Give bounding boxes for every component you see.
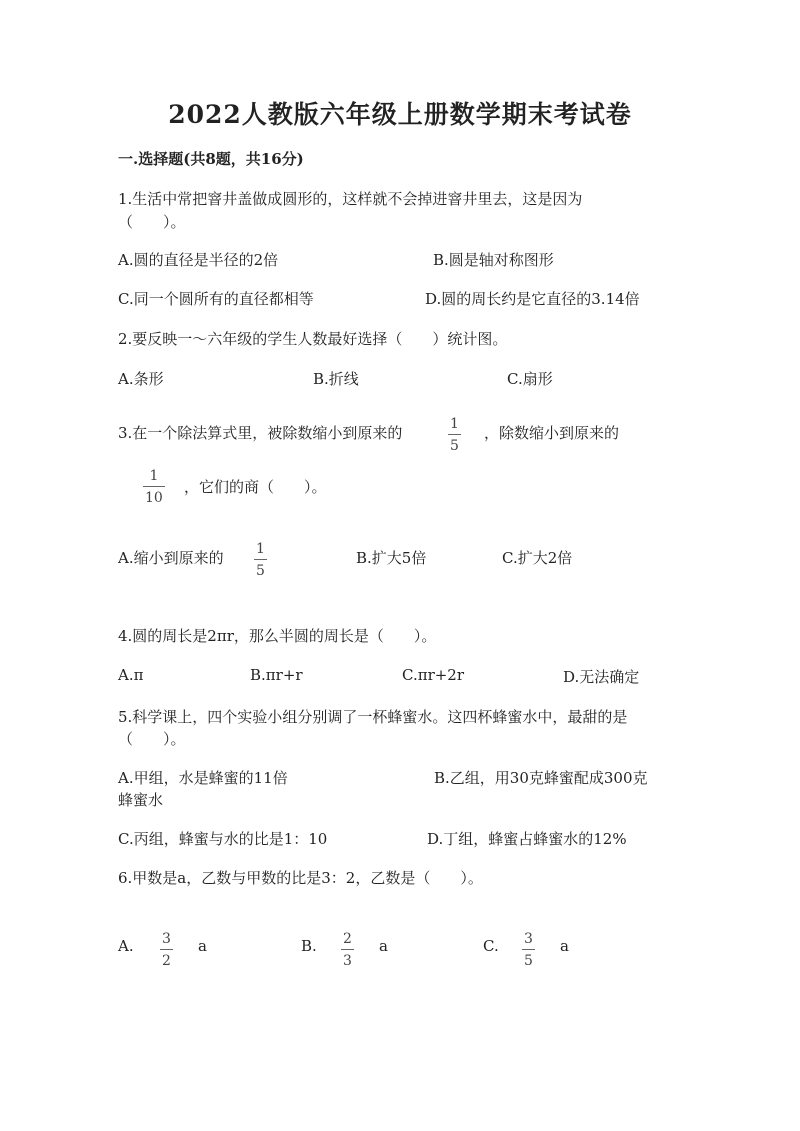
question-1-stem-cont: （ ）。 <box>118 213 186 231</box>
fraction-numerator: 1 <box>256 541 265 557</box>
question-6-option-b-label: B. <box>301 937 317 955</box>
question-5-stem: 5.科学课上，四个实验小组分别调了一杯蜂蜜水。这四杯蜂蜜水中，最甜的是 <box>118 708 628 726</box>
question-3-stem: 3.在一个除法算式里，被除数缩小到原来的 <box>118 424 403 442</box>
question-6-option-c-label: C. <box>483 937 499 955</box>
question-5-option-a: A.甲组，水是蜂蜜的11倍 <box>118 769 288 787</box>
question-3-stem-end: ，它们的商（ ）。 <box>184 478 327 496</box>
question-5-option-d: D.丁组，蜂蜜占蜂蜜水的12% <box>427 830 627 848</box>
section-heading: 一.选择题(共8题，共16分) <box>118 150 304 168</box>
fraction-denominator: 10 <box>145 490 163 506</box>
fraction-denominator: 5 <box>256 563 265 579</box>
fraction-one-fifth <box>448 416 461 454</box>
question-4-option-c: C.πr+2r <box>402 666 465 684</box>
question-2-option-b: B.折线 <box>313 370 359 388</box>
question-3-option-b: B.扩大5倍 <box>356 549 427 567</box>
question-5-option-b: B.乙组，用30克蜂蜜配成300克 <box>434 769 648 787</box>
question-5-option-c: C.丙组，蜂蜜与水的比是1：10 <box>118 830 328 848</box>
question-6-option-b-var: a <box>379 937 388 955</box>
question-4-stem: 4.圆的周长是2πr，那么半圆的周长是（ ）。 <box>118 627 437 645</box>
question-6-option-a-var: a <box>198 937 207 955</box>
question-3-option-a: A.缩小到原来的 <box>118 549 224 567</box>
fraction-denominator: 3 <box>343 953 352 969</box>
fraction-numerator: 1 <box>149 468 159 484</box>
question-6-option-a-label: A. <box>118 937 134 955</box>
question-1-option-d: D.圆的周长约是它直径的3.14倍 <box>425 290 640 308</box>
fraction-one-fifth <box>254 541 267 579</box>
fraction-three-halves <box>160 931 173 969</box>
fraction-numerator: 3 <box>524 931 533 947</box>
fraction-numerator: 1 <box>450 416 459 432</box>
question-1-option-c: C.同一个圆所有的直径都相等 <box>118 290 314 308</box>
question-6-stem: 6.甲数是a，乙数与甲数的比是3：2，乙数是（ ）。 <box>118 869 483 887</box>
question-1-stem: 1.生活中常把窨井盖做成圆形的，这样就不会掉进窨井里去，这是因为 <box>118 190 583 208</box>
fraction-denominator: 5 <box>524 953 533 969</box>
fraction-numerator: 3 <box>162 931 171 947</box>
fraction-three-fifths <box>522 931 535 969</box>
question-4-option-a: A.π <box>118 666 144 684</box>
question-1-option-a: A.圆的直径是半径的2倍 <box>118 251 279 269</box>
fraction-denominator: 2 <box>162 953 171 969</box>
question-1-option-b: B.圆是轴对称图形 <box>433 251 554 269</box>
fraction-one-tenth <box>143 468 165 506</box>
question-5-option-b-cont: 蜂蜜水 <box>118 791 164 809</box>
fraction-numerator: 2 <box>343 931 352 947</box>
fraction-two-thirds <box>341 931 354 969</box>
question-3-option-c: C.扩大2倍 <box>502 549 573 567</box>
question-2-option-c: C.扇形 <box>507 370 553 388</box>
question-5-stem-cont: （ ）。 <box>118 730 186 748</box>
question-6-option-c-var: a <box>560 937 569 955</box>
page-title: 2022人教版六年级上册数学期末考试卷 <box>168 100 632 129</box>
question-3-stem-cont: ，除数缩小到原来的 <box>484 424 620 442</box>
question-2-option-a: A.条形 <box>118 370 164 388</box>
question-2-stem: 2.要反映一～六年级的学生人数最好选择（ ）统计图。 <box>118 330 508 348</box>
question-4-option-d: D.无法确定 <box>563 668 640 686</box>
question-4-option-b: B.πr+r <box>250 666 303 684</box>
fraction-denominator: 5 <box>450 438 459 454</box>
